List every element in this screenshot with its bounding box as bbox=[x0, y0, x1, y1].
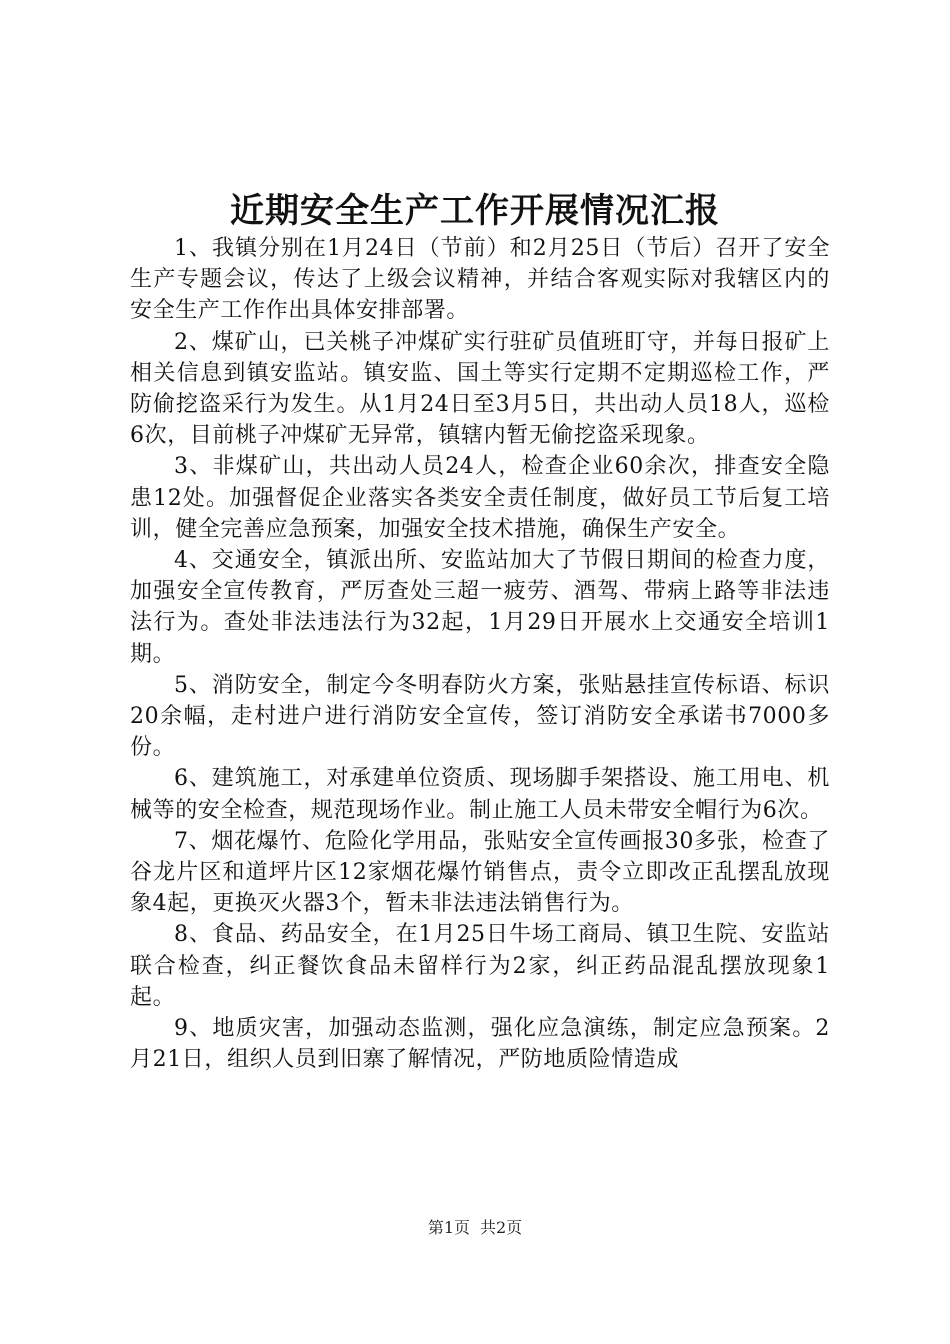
document-body bbox=[130, 233, 830, 1075]
paragraph-9: 9、地质灾害，加强动态监测，强化应急演练，制定应急预案。2月21日，组织人员到旧寨了解情况，严防地质险情造成 bbox=[130, 1016, 830, 1073]
paragraph-2: 2、煤矿山，已关桃子冲煤矿实行驻矿员值班盯守，并每日报矿上相关信息到镇安监站。镇安监、国土等实行定期不定期巡检工作，严防偷挖盗采行为发生。从1月24日至3月5日，共出动人员18人，巡检6次，目前桃子冲煤矿无异常，镇辖内暂无偷挖盗采现象。 bbox=[130, 329, 830, 449]
document-title: 近期安全生产工作开展情况汇报 bbox=[230, 191, 720, 231]
paragraph-8: 8、食品、药品安全，在1月25日牛场工商局、镇卫生院、安监站联合检查，纠正餐饮食品未留样行为2家，纠正药品混乱摆放现象1起。 bbox=[130, 922, 830, 1010]
page-total: 共2页 bbox=[480, 1218, 523, 1237]
paragraph-6: 6、建筑施工，对承建单位资质、现场脚手架搭设、施工用电、机械等的安全检查，规范现场作业。制止施工人员未带安全帽行为6次。 bbox=[130, 766, 830, 823]
page-number: 第1页 bbox=[427, 1218, 470, 1237]
paragraph-7: 7、烟花爆竹、危险化学用品，张贴安全宣传画报30多张，检查了谷龙片区和道坪片区12家烟花爆竹销售点，责令立即改正乱摆乱放现象4起，更换灭火器3个，暂未非法违法销售行为。 bbox=[130, 828, 830, 917]
paragraph-4: 4、交通安全，镇派出所、安监站加大了节假日期间的检查力度，加强安全宣传教育，严厉查处三超一疲劳、酒驾、带病上路等非法违法行为。查处非法违法行为32起，1月29日开展水上交通安全培训1期。 bbox=[130, 548, 830, 667]
paragraph-3: 3、非煤矿山，共出动人员24人，检查企业60余次，排查安全隐患12处。加强督促企业落实各类安全责任制度，做好员工节后复工培训，健全完善应急预案，加强安全技术措施，确保生产安全。 bbox=[130, 454, 830, 542]
page-footer bbox=[0, 1216, 950, 1240]
paragraph-1: 1、我镇分别在1月24日（节前）和2月25日（节后）召开了安全生产专题会议，传达了上级会议精神，并结合客观实际对我辖区内的安全生产工作作出具体安排部署。 bbox=[130, 236, 830, 324]
paragraph-5: 5、消防安全，制定今冬明春防火方案，张贴悬挂宣传标语、标识20余幅，走村进户进行消防安全宣传，签订消防安全承诺书7000多份。 bbox=[130, 672, 830, 761]
